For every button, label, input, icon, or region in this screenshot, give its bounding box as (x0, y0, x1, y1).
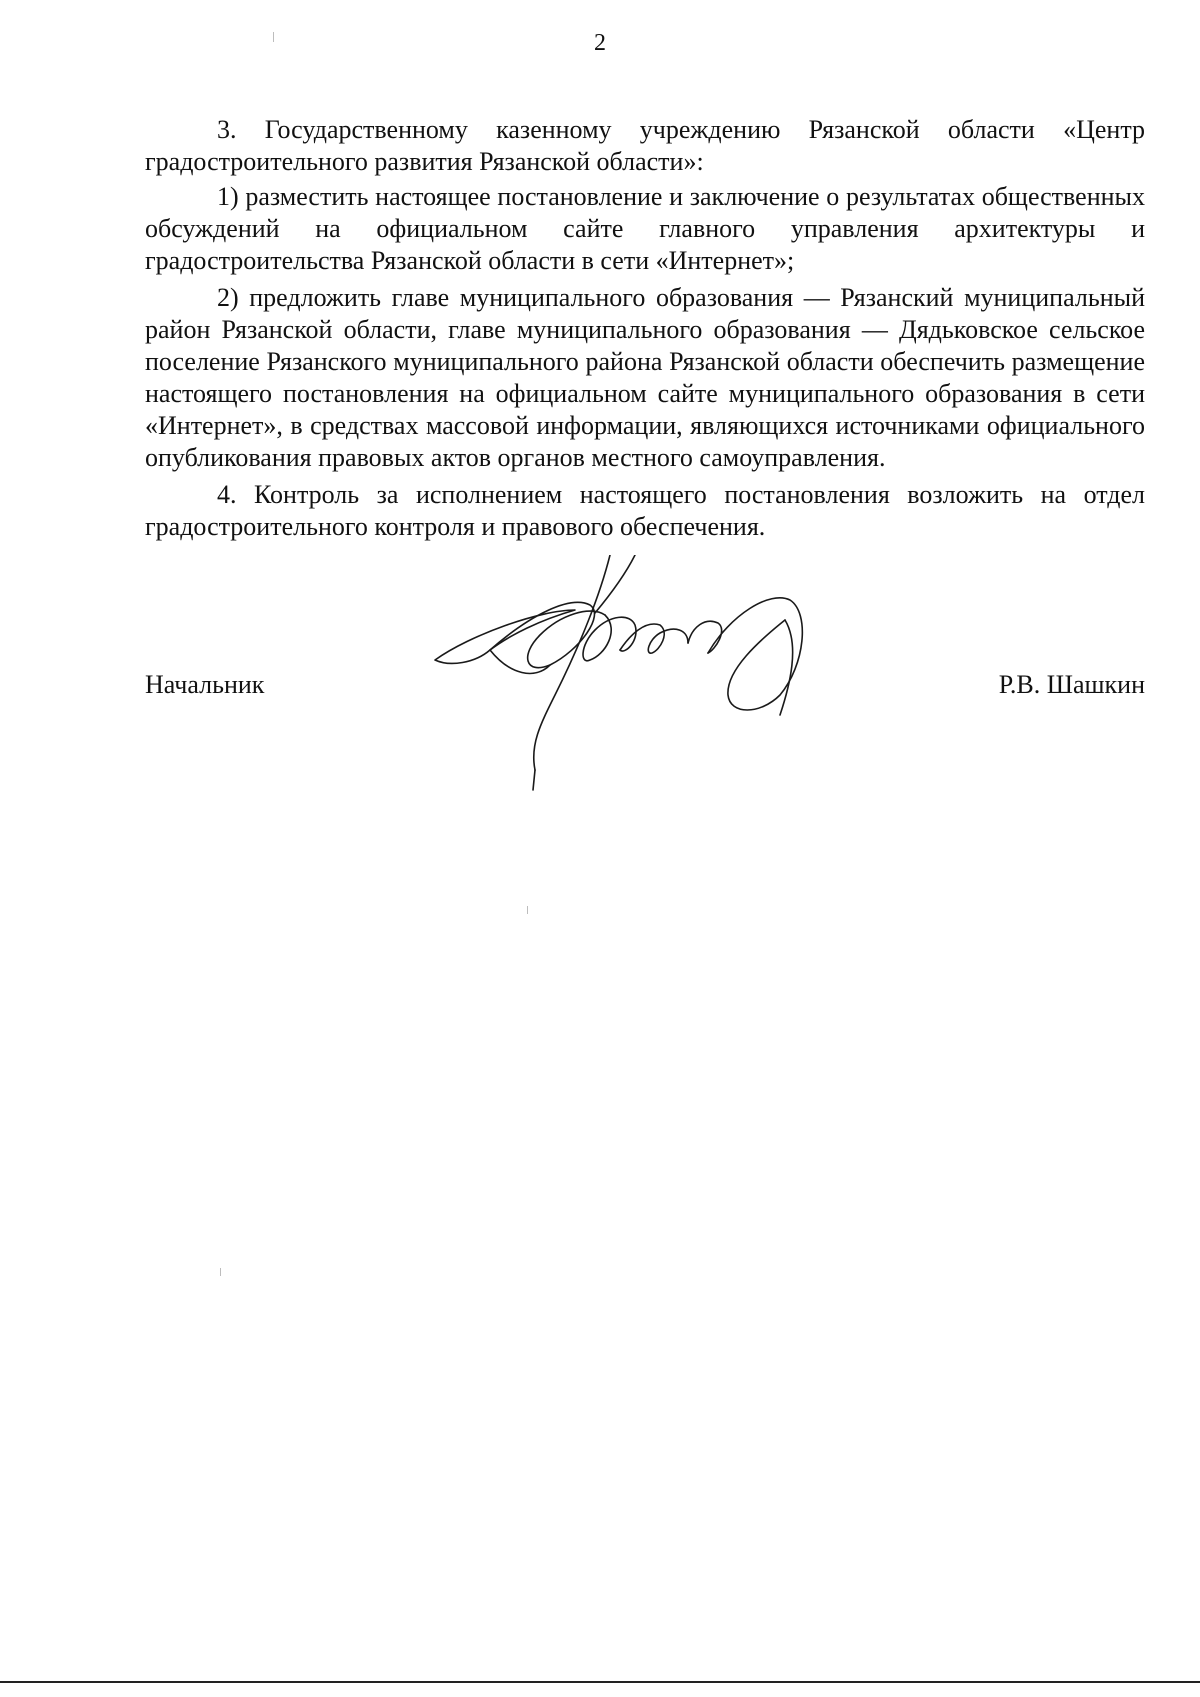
scan-artifact (273, 32, 274, 42)
signatory-name: Р.В. Шашкин (998, 670, 1145, 699)
page-number: 2 (594, 30, 606, 56)
signatory-title: Начальник (145, 670, 265, 699)
bottom-border-line (0, 1681, 1200, 1683)
paragraph-4: 4. Контроль за исполнением настоящего постановления возложить на отдел градостроительного контроля и правового обеспечения. (145, 480, 1145, 541)
handwritten-signature (430, 555, 880, 795)
document-body (145, 114, 1145, 543)
scan-artifact (220, 1268, 221, 1276)
list-item-2: 2) предложить главе муниципального образования — Рязанский муниципальный район Рязанской области, главе муниципального образования — Дядьковское сельское поселение Рязанского муниципального района Рязанской области обеспечить размещение настоящего постановления на официальном сайте муниципального образования в сети «Интернет», в средствах массовой информации, являющихся источниками официального опубликования правовых актов органов местного самоуправления. (145, 283, 1145, 472)
paragraph-3: 3. Государственному казенному учреждению Рязанской области «Центр градостроительного развития Рязанской области»: (145, 115, 1145, 176)
list-item-1: 1) разместить настоящее постановление и заключение о результатах общественных обсуждений на официальном сайте главного управления архитектуры и градостроительства Рязанской области в сети «Интернет»; (145, 182, 1145, 275)
scan-artifact (527, 906, 528, 914)
